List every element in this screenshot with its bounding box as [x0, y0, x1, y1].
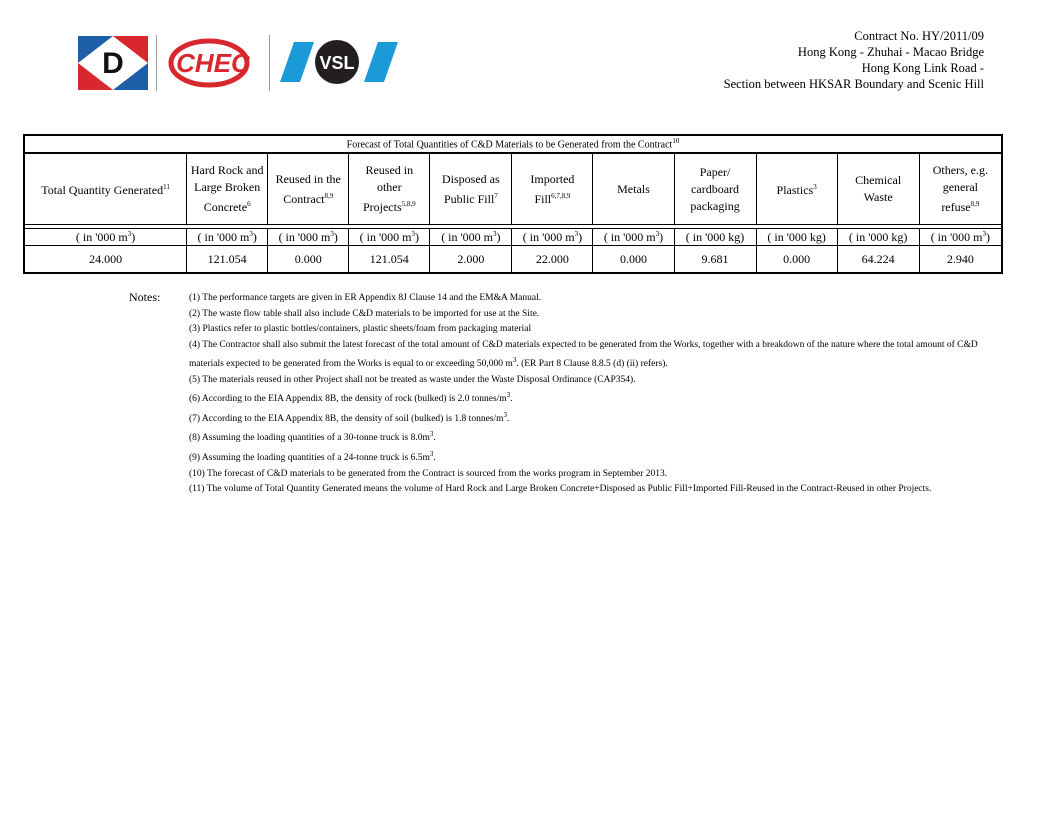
- notes-label: Notes:: [129, 290, 161, 304]
- unit-cell: ( in '000 $m^3$): [268, 229, 349, 246]
- column-header: Others, e.g. general refuse$^{8,9}$: [919, 153, 1001, 225]
- d-company-logo: [78, 36, 148, 90]
- column-header: Total Quantity Generated$^{11}$: [25, 153, 187, 225]
- value-cell: 2.940: [919, 246, 1001, 273]
- value-cell: 9.681: [674, 246, 756, 273]
- column-header: Plastics$^3$: [756, 153, 837, 225]
- cd-materials-forecast-table: [24, 135, 1002, 273]
- note-item: (1) The performance targets are given in ER Appendix 8J Clause 14 and the EM&A Manual.: [189, 293, 542, 303]
- unit-cell: ( in '000 $m^3$): [349, 229, 430, 246]
- note-item: (2) The waste flow table shall also include C&D materials to be imported for use at the Site.: [189, 308, 540, 319]
- column-header: Paper/ cardboard packaging: [674, 153, 756, 225]
- unit-cell: ( in '000 kg): [674, 229, 756, 246]
- unit-cell: ( in '000 kg): [756, 229, 837, 246]
- value-cell: 2.000: [430, 246, 512, 273]
- note-item: (10) The forecast of C&D materials to be generated from the Contract is sourced from the works program in September 2013.: [189, 468, 668, 479]
- project-name: Hong Kong - Zhuhai - Macao Bridge: [797, 45, 984, 59]
- column-header: Disposed as Public Fill$^7$: [430, 153, 512, 225]
- contract-header: [724, 28, 984, 92]
- logo-divider: [269, 35, 270, 91]
- logo-group: [78, 35, 398, 91]
- note-item: (5) The materials reused in other Project shall not be treated as waste under the Waste Disposal Ordinance (CAP354).: [189, 374, 636, 385]
- value-cell: 0.000: [756, 246, 837, 273]
- unit-cell: ( in '000 $m^3$): [512, 229, 593, 246]
- column-header: Chemical Waste: [837, 153, 919, 225]
- value-cell: 0.000: [268, 246, 349, 273]
- column-header: Hard Rock and Large Broken Concrete$^6$: [187, 153, 268, 225]
- column-header: Reused in the Contract$^{8,9}$: [268, 153, 349, 225]
- table-title-row: [25, 136, 1002, 154]
- note-item: (3) Plastics refer to plastic bottles/containers, plastic sheets/foam from packaging material: [189, 324, 532, 334]
- table-values-row: [25, 246, 1002, 273]
- table-header-row: [25, 153, 1002, 225]
- notes-list: [189, 291, 1009, 498]
- note-item: (6) According to the EIA Appendix 8B, the density of rock (bulked) is 2.0 tonnes/$m^3$.: [189, 391, 513, 405]
- project-section: Section between HKSAR Boundary and Scenic Hill: [723, 77, 984, 91]
- logo-divider: [156, 35, 157, 91]
- note-item: (7) According to the EIA Appendix 8B, the density of soil (bulked) is 1.8 tonnes/$m^3$.: [189, 410, 510, 424]
- svg-text:D: D: [102, 47, 124, 80]
- note-item: (8) Assuming the loading quantities of a 30-tonne truck is $8.0m^3$.: [189, 430, 436, 444]
- table-title: Forecast of Total Quantities of C&D Materials to be Generated from the Contract$^{10}$: [25, 136, 1002, 154]
- column-header: Metals: [593, 153, 674, 225]
- svg-text:CHEC: CHEC: [176, 48, 250, 78]
- unit-cell: ( in '000 kg): [837, 229, 919, 246]
- note-item: (9) Assuming the loading quantities of a 24-tonne truck is $6.5m^3$.: [189, 450, 436, 464]
- unit-cell: ( in '000 $m^3$): [25, 229, 187, 246]
- unit-cell: ( in '000 $m^3$): [919, 229, 1001, 246]
- vsl-logo: [280, 36, 398, 90]
- contract-number: Contract No. HY/2011/09: [854, 29, 984, 43]
- value-cell: 0.000: [593, 246, 674, 273]
- column-header: Reused in other Projects$^{5,8,9}$: [349, 153, 430, 225]
- note-item: (4) The Contractor shall also submit the latest forecast of the total amount of C&D materials expected to be generated from the Works, together with a breakdown of the nature where the total amount of C&D materials expected to be generated from the Works is equal to or exceeding 50,000 $m^3$. (ER Part 8 Clause 8.8.5 (d) (ii) refers).: [189, 339, 978, 370]
- value-cell: 22.000: [512, 246, 593, 273]
- value-cell: 121.054: [349, 246, 430, 273]
- unit-cell: ( in '000 $m^3$): [187, 229, 268, 246]
- value-cell: 24.000: [25, 246, 187, 273]
- value-cell: 64.224: [837, 246, 919, 273]
- unit-cell: ( in '000 $m^3$): [593, 229, 674, 246]
- chec-logo: [165, 36, 261, 90]
- value-cell: 121.054: [187, 246, 268, 273]
- svg-text:VSL: VSL: [319, 53, 355, 73]
- note-item: (11) The volume of Total Quantity Generated means the volume of Hard Rock and Large Broken Concrete+Disposed as Public Fill+Imported Fill-Reused in the Contract-Reused in other Projects.: [189, 484, 932, 495]
- project-subname: Hong Kong Link Road -: [861, 61, 984, 75]
- table-units-row: [25, 229, 1002, 246]
- unit-cell: ( in '000 $m^3$): [430, 229, 512, 246]
- column-header: Imported Fill$^{6,7,8,9}$: [512, 153, 593, 225]
